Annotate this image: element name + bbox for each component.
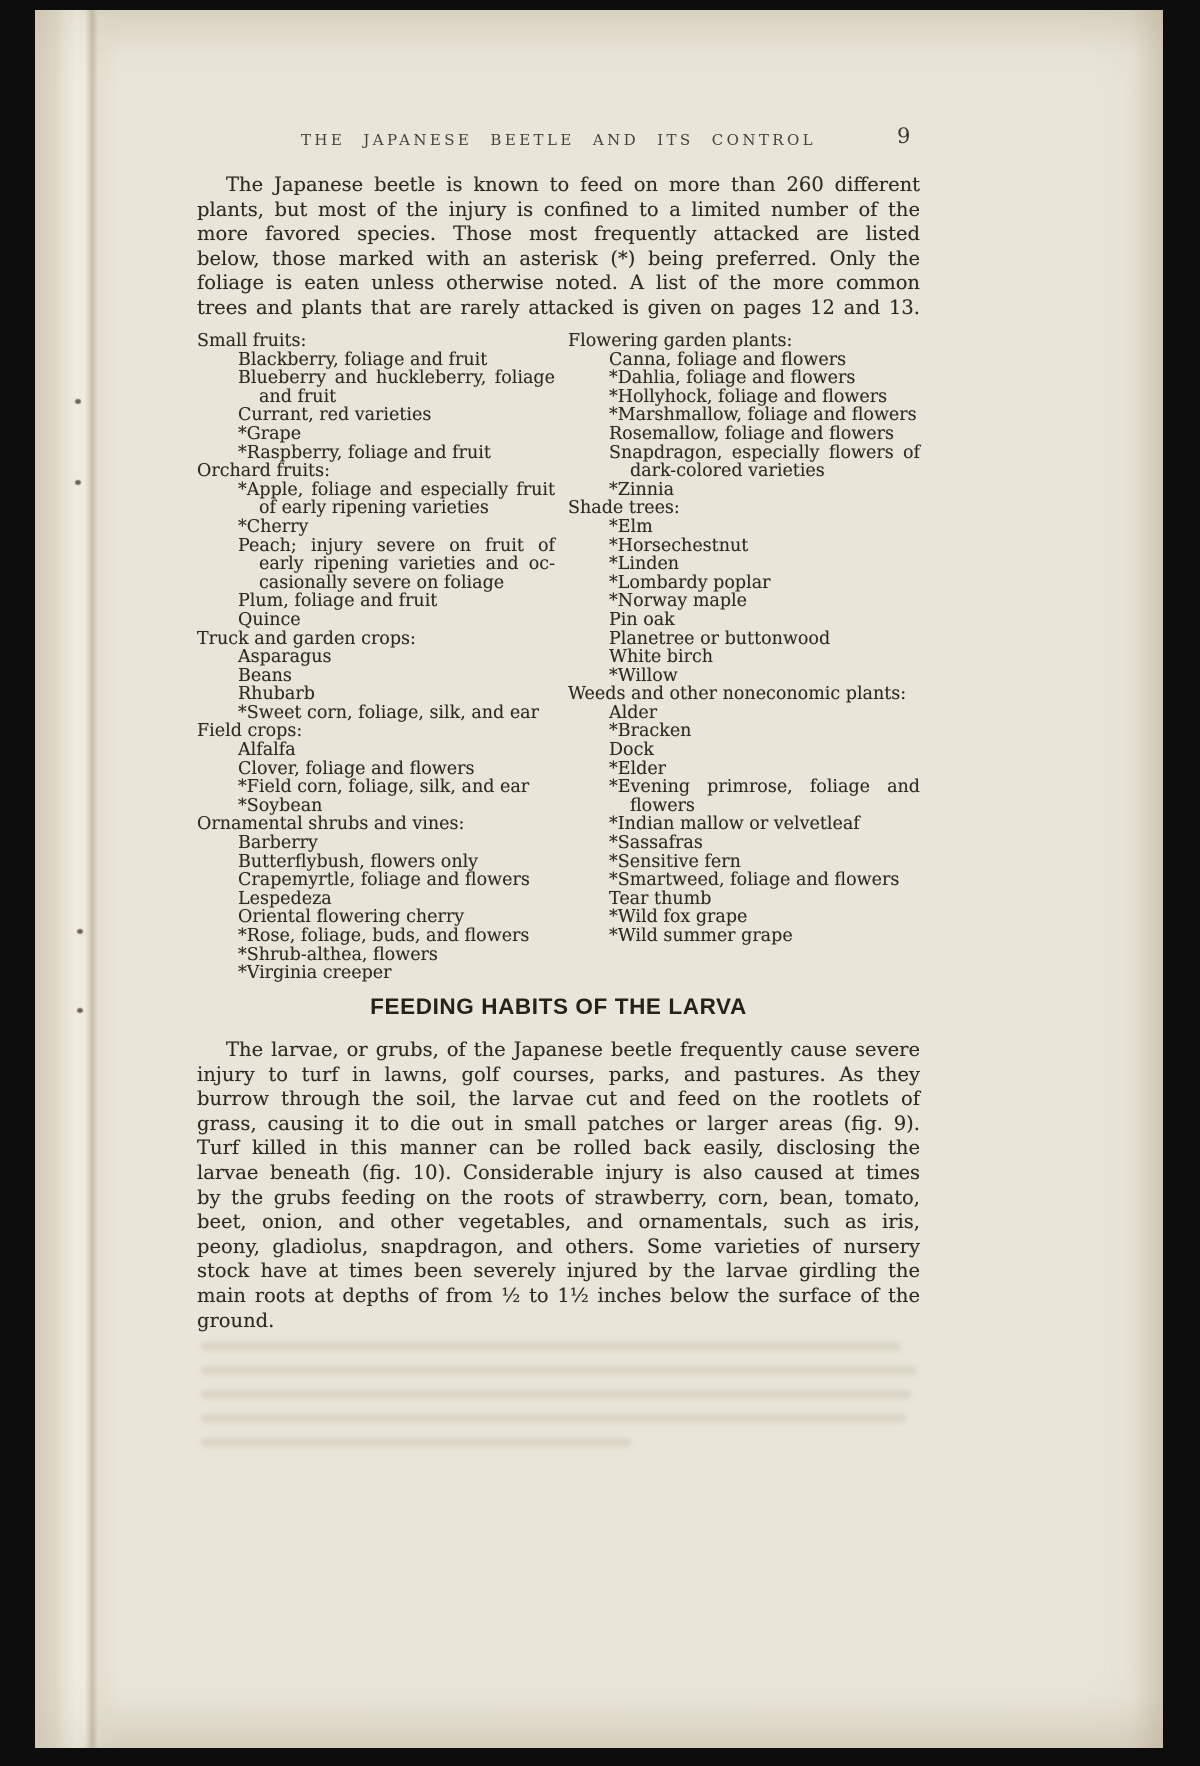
list-item-line: *Raspberry, foliage and fruit bbox=[238, 442, 491, 463]
list-item-line: Oriental flowering cherry bbox=[238, 907, 465, 928]
list-item-line: Quince bbox=[238, 609, 301, 630]
paragraph-line: peony, gladiolus, snapdragon, and others. Some varieties of nursery bbox=[197, 1234, 920, 1258]
list-item-line: *Elm bbox=[609, 516, 653, 537]
plant-list-right-column bbox=[568, 332, 920, 946]
list-category-label: Flowering garden plants: bbox=[568, 331, 793, 351]
page-number: 9 bbox=[897, 124, 911, 148]
list-item-line: of early ripening varieties bbox=[259, 498, 489, 519]
list-item-line: *Willow bbox=[609, 665, 678, 686]
list-item-line: *Indian mallow or velvetleaf bbox=[609, 814, 860, 835]
list-category-label: Ornamental shrubs and vines: bbox=[197, 814, 465, 835]
paragraph-line: injury to turf in lawns, golf courses, parks, and pastures. As they bbox=[197, 1062, 920, 1086]
list-category-label: Field crops: bbox=[197, 721, 303, 742]
list-item-line: *Virginia creeper bbox=[238, 963, 392, 984]
list-item-line: Blueberry and huckleberry, foliage bbox=[238, 368, 555, 389]
list-item-line: *Shrub-althea, flowers bbox=[238, 944, 438, 965]
paragraph-line: larvae beneath (fig. 10). Considerable injury is also caused at times bbox=[197, 1160, 920, 1184]
paragraph-line: trees and plants that are rarely attacked is given on pages 12 and 13. bbox=[197, 295, 920, 319]
list-item-line: *Wild fox grape bbox=[609, 907, 748, 928]
paragraph-line: The Japanese beetle is known to feed on more than 260 different bbox=[226, 173, 920, 196]
larva-paragraph bbox=[197, 1038, 920, 1333]
paragraph-line: below, those marked with an asterisk (*) being preferred. Only the bbox=[197, 246, 920, 270]
bleedthrough-line bbox=[201, 1390, 911, 1399]
list-item-line: *Linden bbox=[609, 554, 680, 575]
list-category-label: Small fruits: bbox=[197, 331, 307, 351]
list-item-line: Crapemyrtle, foliage and flowers bbox=[238, 870, 530, 891]
binding-hole bbox=[75, 480, 81, 485]
list-category-label: Shade trees: bbox=[568, 498, 680, 519]
list-item-line: *Apple, foliage and especially fruit bbox=[238, 479, 555, 500]
list-item-line: Snapdragon, especially flowers of bbox=[609, 442, 920, 463]
paragraph-line: foliage is eaten unless otherwise noted. A list of the more common bbox=[197, 271, 920, 295]
list-item-line: Rosemallow, foliage and flowers bbox=[609, 423, 894, 444]
list-item-line: Alfalfa bbox=[238, 740, 296, 761]
list-item-line: *Soybean bbox=[238, 795, 323, 816]
list-item-line: *Bracken bbox=[609, 721, 692, 742]
list-item-line: Blackberry, foliage and fruit bbox=[238, 349, 488, 370]
intro-paragraph bbox=[197, 173, 920, 321]
list-category-label: Orchard fruits: bbox=[197, 461, 330, 482]
paragraph-line: more favored species. Those most frequently attacked are listed bbox=[197, 222, 920, 246]
list-item-line: *Wild summer grape bbox=[609, 926, 793, 946]
paragraph-line: Turf killed in this manner can be rolled back easily, disclosing the bbox=[197, 1136, 920, 1160]
list-item-line: Beans bbox=[238, 665, 292, 686]
list-item-line: Barberry bbox=[238, 833, 318, 854]
paragraph-line: stock have at times been severely injured by the larvae girdling the bbox=[197, 1259, 920, 1283]
paragraph-line: beet, onion, and other vegetables, and ornamentals, such as iris, bbox=[197, 1210, 920, 1234]
list-category-label: Weeds and other noneconomic plants: bbox=[568, 684, 907, 705]
list-item-line: *Cherry bbox=[238, 516, 309, 537]
list-item-line: dark-colored varieties bbox=[630, 461, 825, 482]
paragraph-line: burrow through the soil, the larvae cut and feed on the rootlets of bbox=[197, 1087, 920, 1111]
list-item-line: *Rose, foliage, buds, and flowers bbox=[238, 926, 530, 946]
list-item-line: *Sensitive fern bbox=[609, 851, 741, 872]
list-item-line: Peach; injury severe on fruit of bbox=[238, 535, 555, 556]
list-item-line: *Marshmallow, foliage and flowers bbox=[609, 405, 917, 426]
list-item-line: *Horsechestnut bbox=[609, 535, 749, 556]
list-item-line: White birch bbox=[609, 647, 714, 668]
list-item-line: *Sweet corn, foliage, silk, and ear bbox=[238, 702, 539, 723]
list-item-line: flowers bbox=[630, 795, 695, 816]
list-item-line: and fruit bbox=[259, 386, 337, 407]
bleedthrough-line bbox=[201, 1366, 917, 1375]
list-item-line: *Zinnia bbox=[609, 479, 675, 500]
paragraph-line: grass, causing it to die out in small patches or larger areas (fig. 9). bbox=[197, 1111, 920, 1135]
list-item-line: *Lombardy poplar bbox=[609, 572, 771, 593]
list-item-line: Lespedeza bbox=[238, 888, 332, 909]
list-item-line: early ripening varieties and oc- bbox=[259, 554, 555, 575]
list-item-line: Asparagus bbox=[238, 647, 332, 668]
bleedthrough-line bbox=[201, 1438, 631, 1447]
list-item-line: *Evening primrose, foliage and bbox=[609, 777, 920, 798]
list-item-line: Clover, foliage and flowers bbox=[238, 758, 475, 779]
list-item-line: Canna, foliage and flowers bbox=[609, 349, 847, 370]
list-item-line: *Field corn, foliage, silk, and ear bbox=[238, 777, 530, 798]
list-item-line: *Sassafras bbox=[609, 833, 703, 854]
list-item-line: Dock bbox=[609, 740, 654, 761]
list-item-line: *Grape bbox=[238, 423, 302, 444]
section-heading: FEEDING HABITS OF THE LARVA bbox=[370, 994, 747, 1019]
binding-hole bbox=[75, 399, 81, 404]
paragraph-line: plants, but most of the injury is confined to a limited number of the bbox=[197, 197, 920, 221]
list-item-line: *Smartweed, foliage and flowers bbox=[609, 870, 900, 891]
list-item-line: Planetree or buttonwood bbox=[609, 628, 831, 649]
list-item-line: casionally severe on foliage bbox=[259, 572, 505, 593]
running-head: THE JAPANESE BEETLE AND ITS CONTROL bbox=[300, 131, 817, 149]
paragraph-line: ground. bbox=[197, 1308, 275, 1332]
paragraph-line: by the grubs feeding on the roots of strawberry, corn, bean, tomato, bbox=[197, 1185, 920, 1209]
list-item-line: Rhubarb bbox=[238, 684, 315, 705]
binding-hole bbox=[77, 929, 83, 934]
list-item-line: Plum, foliage and fruit bbox=[238, 591, 438, 612]
binding-hole bbox=[77, 1008, 83, 1013]
list-item-line: Currant, red varieties bbox=[238, 405, 432, 426]
bleedthrough-line bbox=[201, 1414, 906, 1423]
bleedthrough-artifact bbox=[201, 1342, 921, 1462]
list-item-line: Pin oak bbox=[609, 609, 675, 630]
list-item-line: Tear thumb bbox=[609, 888, 712, 909]
list-item-line: *Elder bbox=[609, 758, 667, 779]
list-item-line: Butterflybush, flowers only bbox=[238, 851, 479, 872]
list-item-line: *Norway maple bbox=[609, 591, 748, 612]
paragraph-line: The larvae, or grubs, of the Japanese beetle frequently cause severe bbox=[226, 1038, 920, 1061]
list-category-label: Truck and garden crops: bbox=[197, 628, 416, 649]
list-item-line: Alder bbox=[609, 702, 658, 723]
plant-list-left-column bbox=[197, 332, 555, 983]
bleedthrough-line bbox=[201, 1342, 901, 1351]
list-item-line: *Hollyhock, foliage and flowers bbox=[609, 386, 888, 407]
book-page bbox=[35, 10, 1163, 1748]
paragraph-line: main roots at depths of from ½ to 1½ inches below the surface of the bbox=[197, 1283, 920, 1307]
list-item-line: *Dahlia, foliage and flowers bbox=[609, 368, 856, 389]
